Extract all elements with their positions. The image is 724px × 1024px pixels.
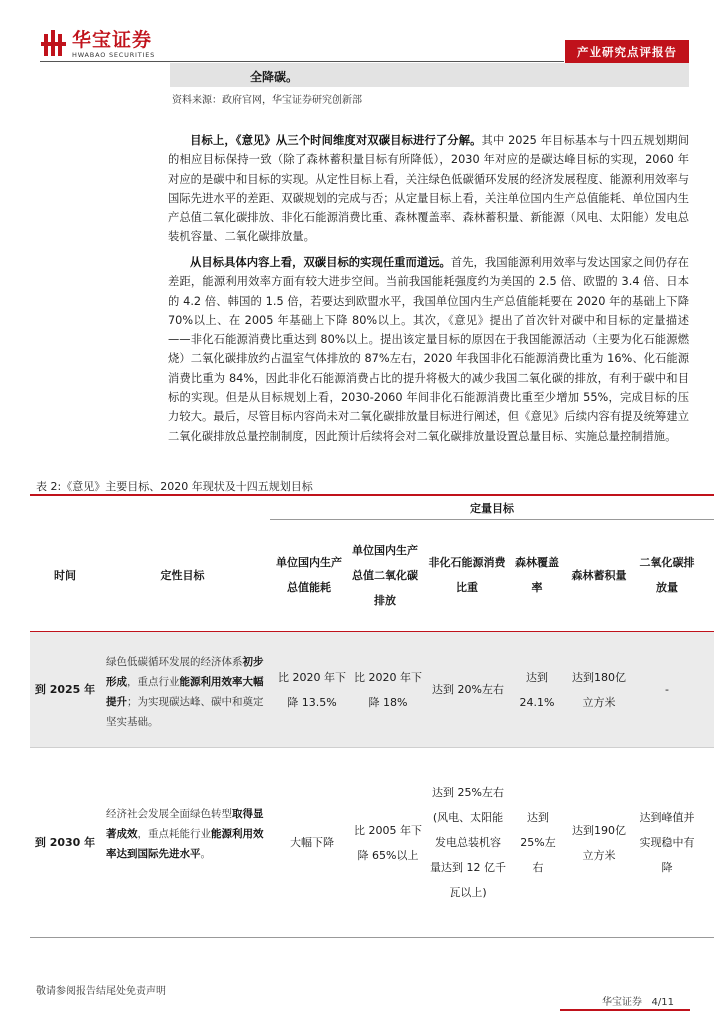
row-2025-nonfossil-share: 达到 20%左右 — [432, 683, 504, 696]
company-logo — [40, 30, 155, 59]
row-2025-time: 到 2025 年 — [34, 683, 96, 696]
row-2025-co2-emissions: - — [665, 683, 669, 696]
logo-name-en: HWABAO SECURITIES — [72, 51, 156, 59]
col-header-time: 时间 — [54, 568, 76, 582]
col-header-forest-coverage: 森林覆盖率 — [515, 556, 559, 594]
footer-company: 华宝证券 — [602, 997, 642, 1008]
footer-page-number: 4/11 — [651, 997, 675, 1008]
header-divider — [40, 61, 564, 62]
row-2030-forest-coverage: 达到 25%左右 — [520, 811, 556, 874]
row-2030-nonfossil-share: 达到 25%左右(风电、太阳能发电总装机容量达到 12 亿千瓦以上) — [430, 786, 506, 899]
table-bottom-rule — [30, 937, 714, 938]
logo-mark-icon — [40, 30, 68, 58]
body-paragraph-2 — [168, 253, 689, 446]
footer-rule — [560, 1009, 690, 1011]
row-2025-forest-coverage: 达到 24.1% — [519, 670, 555, 709]
row-2030-forest-stock: 达到190亿立方米 — [572, 823, 626, 862]
page-header — [0, 0, 724, 64]
paragraph-2-lead: 从目标具体内容上看，双碳目标的实现任重而道远。 — [190, 256, 451, 269]
logo-name-cn: 华宝证券 — [72, 29, 153, 51]
body-paragraph-1 — [168, 131, 689, 247]
col-header-co2-intensity: 单位国内生产总值二氧化碳排放 — [352, 543, 418, 607]
row-2030-time: 到 2030 年 — [34, 836, 96, 849]
previous-table-tail — [170, 63, 689, 87]
col-header-forest-stock: 森林蓄积量 — [571, 568, 627, 582]
report-type-badge: 产业研究点评报告 — [565, 40, 689, 64]
row-2025-qualitative: 绿色低碳循环发展的经济体系初步形成，重点行业能源利用效率大幅提升；为实现碳达峰、碳中和奠定坚实基础。 — [106, 656, 264, 728]
row-2030-co2-emissions: 达到峰值并实现稳中有降 — [639, 811, 695, 874]
col-header-qualitative: 定性目标 — [160, 568, 205, 582]
paragraph-1-lead: 目标上，《意见》从三个时间维度对双碳目标进行了分解。 — [190, 134, 482, 147]
row-2030-co2-intensity: 比 2005 年下降 65%以上 — [354, 823, 422, 862]
col-header-energy-intensity: 单位国内生产总值能耗 — [276, 556, 342, 594]
row-2030-energy-intensity: 大幅下降 — [290, 836, 334, 849]
col-header-nonfossil-share: 非化石能源消费比重 — [428, 556, 506, 594]
table-top-rule — [30, 494, 714, 496]
footer-disclaimer: 敬请参阅报告结尾处免责声明 — [36, 986, 166, 997]
data-source-note: 资料来源：政府官网，华宝证券研究创新部 — [172, 95, 362, 106]
row-2025-co2-intensity: 比 2020 年下降 18% — [354, 670, 422, 709]
footer-page-info — [602, 993, 674, 1008]
col-header-co2-emissions: 二氧化碳排放量 — [639, 556, 695, 594]
row-2025-energy-intensity: 比 2020 年下降 13.5% — [278, 670, 346, 709]
previous-table-text: 全降碳。 — [250, 70, 299, 84]
row-2025-forest-stock: 达到180亿立方米 — [572, 670, 626, 709]
paragraph-1-body: 其中 2025 年目标基本与十四五规划期间的相应目标保持一致（除了森林蓄积量目标有所降低），2030 年对应的是碳达峰目标的实现，2060 年对应的是碳中和目标的实现。从定性目标上看，关注绿色低碳循环发展的经济发展程度、能源利用效率与国际先进水平的差距、双碳规划的完成与否；从定量目标上看，关注单位国内生产总值能耗、单位国内生产总值二氧化碳排放、非化石能源消费比重、森林覆盖率、森林蓄积量、新能源（风电、太阳能）发电总装机容量、二氧化碳排放量。 — [168, 134, 689, 244]
table-caption: 表 2:《意见》主要目标、2020 年现状及十四五规划目标 — [36, 480, 313, 493]
quantitative-targets-header: 定量目标 — [470, 502, 514, 515]
paragraph-2-body: 首先，我国能源利用效率与发达国家之间仍存在差距，能源利用效率方面有较大进步空间。当前我国能耗强度约为美国的 2.5 倍、欧盟的 3.4 倍、日本的 4.2 倍、韩国的 1.5 倍，若要达到欧盟水平，我国单位国内生产总值能耗要在 2020 年的基础上下降 70%以上、在 2005 年基础上下降 80%以上。其次，《意见》提出了首次针对碳中和目标的定量描述——非化石能源消费比重达到 80%以上。提出该定量目标的原因在于我国能源活动（主要为化石能源燃烧）二氧化碳排放约占温室气体排放的 87%左右，2020 年我国非化石能源消费比重为 16%、化石能源消费比重为 84%，因此非化石能源消费占比的提升将极大的减少我国二氧化碳的排放，有利于碳中和目标的实现。但是从目标规划上看，2030-2060 年间非化石能源消费比重至少增加 55%，完成目标的压力较大。最后，尽管目标内容尚未对二氧化碳排放量目标进行阐述，但《意见》后续内容有提及统筹建立二氧化碳排放总量控制制度，因此预计后续将会对二氧化碳排放量设置总量目标、实施总量控制措施。 — [168, 256, 689, 443]
row-2030-qualitative: 经济社会发展全面绿色转型取得显著成效，重点耗能行业能源利用效率达到国际先进水平。 — [106, 808, 264, 860]
